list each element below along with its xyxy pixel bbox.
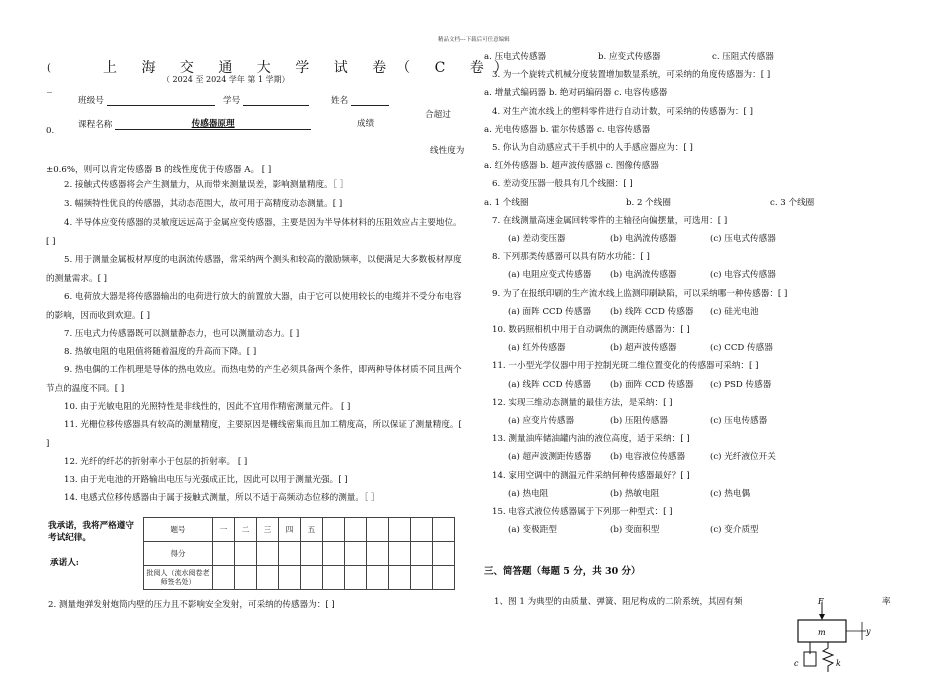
- score-table: [143, 517, 455, 590]
- exam-title: 上 海 交 通 大 学 试 卷（ C 卷）: [103, 60, 518, 76]
- question-item: 13. 由于光电池的开路输出电压与光强成正比，因此可以用于测量光强。[ ]: [64, 475, 348, 485]
- section-title: 三、简答题（每题 5 分，共 30 分）: [484, 566, 641, 577]
- short-question-1: 1、图 1 为典型的由质量、弹簧、阻尼构成的二阶系统，其固有频: [494, 597, 743, 607]
- answer-option[interactable]: (a) 电阻应变式传感器: [508, 270, 592, 281]
- answer-option[interactable]: (b) 压阻传感器: [610, 416, 668, 426]
- question-item: 15. 电容式液位传感器属于下列那一种型式：[ ]: [492, 507, 673, 517]
- score-table-col: [345, 518, 367, 542]
- answer-option[interactable]: (c) PSD 传感器: [710, 379, 772, 390]
- score-table-col: [367, 518, 389, 542]
- question-item: 8. 热敏电阻的电阻值将随着温度的升高而下降。[ ]: [64, 347, 257, 357]
- score-table-col: 四: [279, 518, 301, 542]
- answer-option[interactable]: b. 应变式传感器: [598, 52, 661, 62]
- answer-option[interactable]: (a) 红外传感器: [508, 343, 566, 354]
- score-table-col: 五: [301, 518, 323, 542]
- score-table-col: [433, 518, 455, 542]
- question-item: 9. 热电偶的工作机理是导体的热电效应。而热电势的产生必须具备两个条件，即两种导体材质不同且两个节点的温度不同。[ ]: [46, 365, 462, 394]
- question-item: 7. 压电式力传感器既可以测量静态力，也可以测量动态力。[ ]: [64, 329, 300, 339]
- damper-label: c: [794, 659, 799, 668]
- score-table-row-label: 题号: [144, 518, 213, 542]
- answer-option[interactable]: b. 2 个线圈: [626, 197, 671, 208]
- question-1-fragment: ±0.6%，则可以肯定传感器 B 的线性度优于传感器 A。 [ ]: [46, 165, 272, 175]
- grader-cell[interactable]: [345, 566, 367, 590]
- grader-cell[interactable]: [367, 566, 389, 590]
- mass-label: m: [818, 628, 826, 637]
- answer-option[interactable]: (c) 变介质型: [710, 525, 759, 536]
- question-item: 11. 一小型光学仪器中用于控制光斑二维位置变化的传感器可采纳：[ ]: [492, 361, 759, 372]
- name-field: [331, 94, 389, 106]
- question-item: 8. 下列那类传感器可以具有防水功能：[ ]: [492, 252, 650, 263]
- grader-cell[interactable]: [411, 566, 433, 590]
- answer-option[interactable]: (b) 面阵 CCD 传感器: [610, 379, 694, 390]
- answer-option[interactable]: c. 压阻式传感器: [712, 52, 774, 62]
- course-label: 课程名称: [78, 120, 113, 130]
- answer-option[interactable]: (a) 变极距型: [508, 525, 557, 536]
- answer-option[interactable]: c. 3 个线圈: [770, 197, 815, 208]
- score-label: 成绩: [357, 119, 375, 129]
- score-cell[interactable]: [389, 542, 411, 566]
- name-label: 姓名: [331, 96, 349, 106]
- spring-label: k: [836, 659, 841, 668]
- answer-option[interactable]: (b) 电涡流传感器: [610, 270, 677, 281]
- damper-icon: [804, 652, 816, 666]
- question-item: a. 增量式编码器 b. 绝对码编码器 c. 电容传感器: [484, 88, 668, 99]
- left-margin-mark: _: [47, 82, 52, 93]
- answer-option[interactable]: a. 压电式传感器: [484, 52, 547, 62]
- watermark-text: 精品文档---下载后可任意编辑: [438, 37, 510, 43]
- answer-option[interactable]: (b) 热敏电阻: [610, 488, 660, 499]
- question-item: 3. 幅频特性优良的传感器，其动态范围大，故可用于高精度动态测量。[ ]: [64, 199, 343, 209]
- score-table-score-row: [144, 542, 455, 566]
- student-id-label: 学号: [223, 96, 241, 106]
- answer-option[interactable]: (b) 电容液位传感器: [610, 452, 686, 463]
- promiser-label: 承诺人:: [50, 558, 79, 568]
- exam-subtitle: （ 2024 至 2024 学年 第 1 学期）: [162, 75, 290, 84]
- grader-cell[interactable]: [235, 566, 257, 590]
- answer-option[interactable]: (c) 热电偶: [710, 488, 751, 499]
- grader-cell[interactable]: [301, 566, 323, 590]
- answer-option[interactable]: (a) 应变片传感器: [508, 416, 575, 426]
- question-item: 10. 数码照相机中用于自动调焦的测距传感器为：[ ]: [492, 325, 690, 335]
- course-field: [78, 117, 311, 130]
- score-table-col: 一: [213, 518, 235, 542]
- question-item: 12. 实现三维动态测量的最佳方法，是采纳：[ ]: [492, 397, 673, 408]
- class-number-blank[interactable]: [107, 95, 215, 106]
- score-cell[interactable]: [257, 542, 279, 566]
- answer-option[interactable]: (a) 线阵 CCD 传感器: [508, 379, 592, 390]
- left-margin-mark: (: [47, 63, 51, 74]
- grader-cell[interactable]: [323, 566, 345, 590]
- question-item: 2. 接触式传感器将会产生测量力，从而带来测量误差，影响测量精度。［ ］: [64, 180, 349, 190]
- score-table-grader-row: [144, 566, 455, 590]
- promise-text: 我承诺，我将严格遵守考试纪律。: [48, 521, 134, 543]
- student-id-field: [223, 94, 309, 106]
- grader-cell[interactable]: [213, 566, 235, 590]
- score-table-row-label: 得分: [144, 542, 213, 566]
- answer-option[interactable]: (a) 面阵 CCD 传感器: [508, 306, 592, 317]
- score-table-header-row: [144, 518, 455, 542]
- force-arrow-head-icon: [819, 614, 825, 620]
- grader-cell[interactable]: [279, 566, 301, 590]
- score-table-col: [389, 518, 411, 542]
- score-cell[interactable]: [213, 542, 235, 566]
- score-cell[interactable]: [411, 542, 433, 566]
- pass-text: 合超过: [425, 110, 451, 120]
- grader-cell[interactable]: [389, 566, 411, 590]
- answer-option[interactable]: a. 1 个线圈: [484, 197, 529, 208]
- answer-option[interactable]: (a) 差动变压器: [508, 234, 566, 244]
- score-cell[interactable]: [367, 542, 389, 566]
- answer-option[interactable]: (b) 变面积型: [610, 525, 660, 536]
- question-item: 14. 电感式位移传感器由于属于接触式测量，所以不适于高频动态位移的测量。［ ］: [64, 493, 380, 503]
- displacement-label: y: [866, 627, 871, 636]
- answer-option[interactable]: (c) 硅光电池: [710, 306, 759, 317]
- spring-icon: [823, 642, 833, 672]
- question-item: 10. 由于光敏电阻的光照特性是非线性的，因此不宜用作精密测量元件。 [ ]: [64, 402, 351, 412]
- force-label: F: [818, 597, 824, 606]
- score-table-col: 二: [235, 518, 257, 542]
- answer-option[interactable]: (a) 超声波测距传感器: [508, 452, 592, 463]
- score-table-col: 三: [257, 518, 279, 542]
- mass-spring-damper-figure: [790, 594, 880, 674]
- name-blank[interactable]: [351, 95, 389, 106]
- answer-option[interactable]: (b) 超声波传感器: [610, 343, 677, 354]
- question-1-right-fragment: 线性度为: [430, 146, 465, 156]
- question-item: a. 红外传感器 b. 超声波传感器 c. 图像传感器: [484, 161, 659, 172]
- question-item: 6. 差动变压器一般具有几个线圈：[ ]: [492, 179, 633, 190]
- course-name: 传感器原理: [115, 117, 311, 130]
- score-cell[interactable]: [279, 542, 301, 566]
- question-item: 9. 为了在报纸印刷的生产流水线上监测印刷缺陷，可以采纳哪一种传感器：[ ]: [492, 288, 788, 299]
- grader-cell[interactable]: [257, 566, 279, 590]
- grader-cell[interactable]: [433, 566, 455, 590]
- question-item: 11. 光栅位移传感器具有较高的测量精度，主要原因是栅线密集而且加工精度高，所以保证了测量精度。[ ]: [46, 420, 462, 449]
- question-item: 13. 测量油库储油罐内油的液位高度，适于采纳：[ ]: [492, 434, 690, 445]
- zero-text: 0.: [46, 126, 55, 136]
- bottom-question-fragment: 2. 测量炮弹发射炮筒内壁的压力且不影响安全发射，可采纳的传感器为：[ ]: [48, 600, 335, 610]
- short-question-1-tail: 率: [882, 597, 891, 607]
- answer-option[interactable]: (a) 热电阻: [508, 488, 549, 499]
- question-item: 5. 用于测量金属板材厚度的电涡流传感器，常采纳两个测头和较高的激励频率，以便满足大多数板材厚度的测量需求。[ ]: [46, 255, 462, 284]
- student-id-blank[interactable]: [243, 95, 309, 106]
- class-number-label: 班级号: [78, 96, 104, 106]
- answer-option[interactable]: (b) 电涡流传感器: [610, 234, 677, 244]
- score-cell[interactable]: [301, 542, 323, 566]
- score-table-row-label: 批阅人（流水阅卷老师签名处）: [144, 566, 213, 590]
- question-item: 6. 电荷放大器是将传感器输出的电荷进行放大的前置放大器，由于它可以使用较长的电缆并不受分布电容的影响，因而收到欢迎。[ ]: [46, 292, 462, 321]
- answer-option[interactable]: (b) 线阵 CCD 传感器: [610, 306, 694, 317]
- score-table-col: [323, 518, 345, 542]
- question-item: 4. 半导体应变传感器的灵敏度远远高于金属应变传感器，主要是因为半导体材料的压阻效应占主要地位。[ ]: [46, 218, 462, 247]
- answer-option[interactable]: (c) 压电式传感器: [710, 234, 776, 244]
- answer-option[interactable]: (c) 光纤液位开关: [710, 452, 776, 463]
- question-item: a. 光电传感器 b. 霍尔传感器 c. 电容传感器: [484, 124, 651, 135]
- score-cell[interactable]: [323, 542, 345, 566]
- answer-option[interactable]: (c) 电容式传感器: [710, 270, 776, 281]
- answer-option[interactable]: (c) CCD 传感器: [710, 343, 773, 354]
- question-item: 4. 对生产流水线上的塑料零件进行自动计数，可采纳的传感器为：[ ]: [492, 106, 753, 117]
- score-table-col: [411, 518, 433, 542]
- question-item: 7. 在线测量高速金属回转零件的主轴径向偏摆量，可选用：[ ]: [492, 215, 728, 226]
- score-cell[interactable]: [345, 542, 367, 566]
- question-item: 3. 为一个旋转式机械分度装置增加数显系统，可采纳的角度传感器为：[ ]: [492, 70, 771, 81]
- score-cell[interactable]: [433, 542, 455, 566]
- class-number-field: [78, 94, 215, 106]
- question-item: 14. 家用空调中的测温元件采纳何种传感器最好？[ ]: [492, 470, 690, 481]
- question-item: 5. 你认为自动感应式干手机中的人手感应器应为：[ ]: [492, 143, 693, 153]
- score-cell[interactable]: [235, 542, 257, 566]
- answer-option[interactable]: (c) 压电传感器: [710, 416, 768, 426]
- question-item: 12. 光纤的纤芯的折射率小于包层的折射率。 [ ]: [64, 457, 248, 467]
